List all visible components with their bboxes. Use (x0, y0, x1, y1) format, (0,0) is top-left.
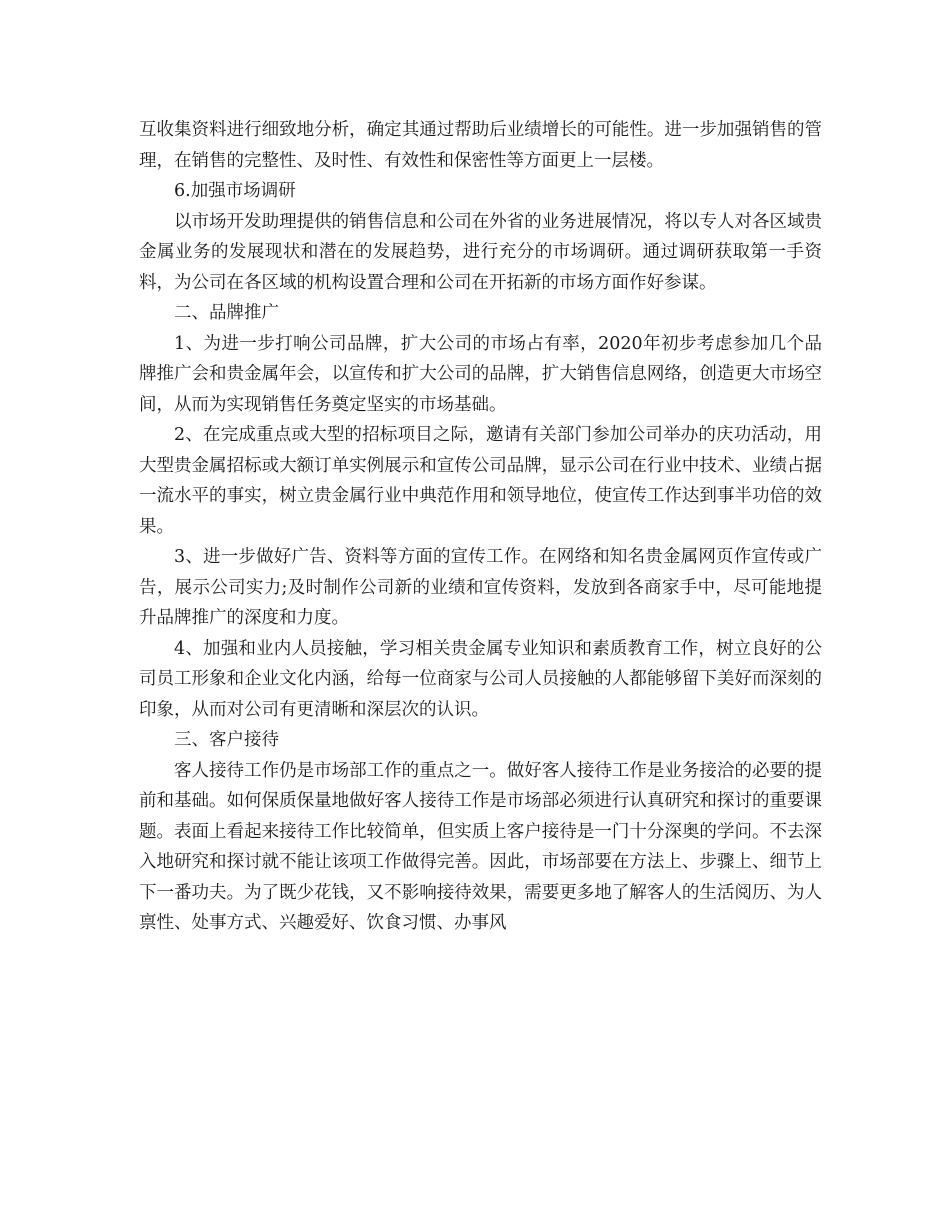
paragraph-continuation: 互收集资料进行细致地分析，确定其通过帮助后业绩增长的可能性。进一步加强销售的管理，在销售的完整性、及时性、有效性和保密性等方面更上一层楼。 (139, 120, 822, 171)
document-body (139, 115, 822, 939)
section-heading-brand-promotion: 二、品牌推广 (174, 303, 279, 323)
paragraph-brand-item-4: 4、加强和业内人员接触，学习相关贵金属专业知识和素质教育工作，树立良好的公司员工形象和企业文化内涵，给每一位商家与公司人员接触的人都能够留下美好而深刻的印象，从而对公司有更清晰和深层次的认识。 (139, 638, 822, 720)
paragraph-market-research: 以市场开发助理提供的销售信息和公司在外省的业务进展情况，将以专人对各区域贵金属业务的发展现状和潜在的发展趋势，进行充分的市场调研。通过调研获取第一手资料，为公司在各区域的机构设置合理和公司在开拓新的市场方面作好参谋。 (139, 211, 822, 293)
paragraph-brand-item-1: 1、为进一步打响公司品牌，扩大公司的市场占有率，2020年初步考虑参加几个品牌推广会和贵金属年会，以宣传和扩大公司的品牌，扩大销售信息网络，创造更大市场空间，从而为实现销售任务奠定坚实的市场基础。 (139, 333, 822, 415)
section-heading-market-research: 6.加强市场调研 (174, 181, 296, 201)
section-heading-customer-reception: 三、客户接待 (174, 730, 279, 750)
paragraph-customer-reception: 客人接待工作仍是市场部工作的重点之一。做好客人接待工作是业务接洽的必要的提前和基础。如何保质保量地做好客人接待工作是市场部必须进行认真研究和探讨的重要课题。表面上看起来接待工作比较简单，但实质上客户接待是一门十分深奥的学问。不去深入地研究和探讨就不能让该项工作做得完善。因此，市场部要在方法上、步骤上、细节上下一番功夫。为了既少花钱，又不影响接待效果，需要更多地了解客人的生活阅历、为人禀性、处事方式、兴趣爱好、饮食习惯、办事风 (139, 760, 822, 933)
paragraph-brand-item-2: 2、在完成重点或大型的招标项目之际，邀请有关部门参加公司举办的庆功活动，用大型贵金属招标或大额订单实例展示和宣传公司品牌，显示公司在行业中技术、业绩占据一流水平的事实，树立贵金属行业中典范作用和领导地位，使宣传工作达到事半功倍的效果。 (139, 425, 822, 537)
paragraph-brand-item-3: 3、进一步做好广告、资料等方面的宣传工作。在网络和知名贵金属网页作宣传或广告，展示公司实力;及时制作公司新的业绩和宣传资料，发放到各商家手中，尽可能地提升品牌推广的深度和力度。 (139, 547, 822, 628)
